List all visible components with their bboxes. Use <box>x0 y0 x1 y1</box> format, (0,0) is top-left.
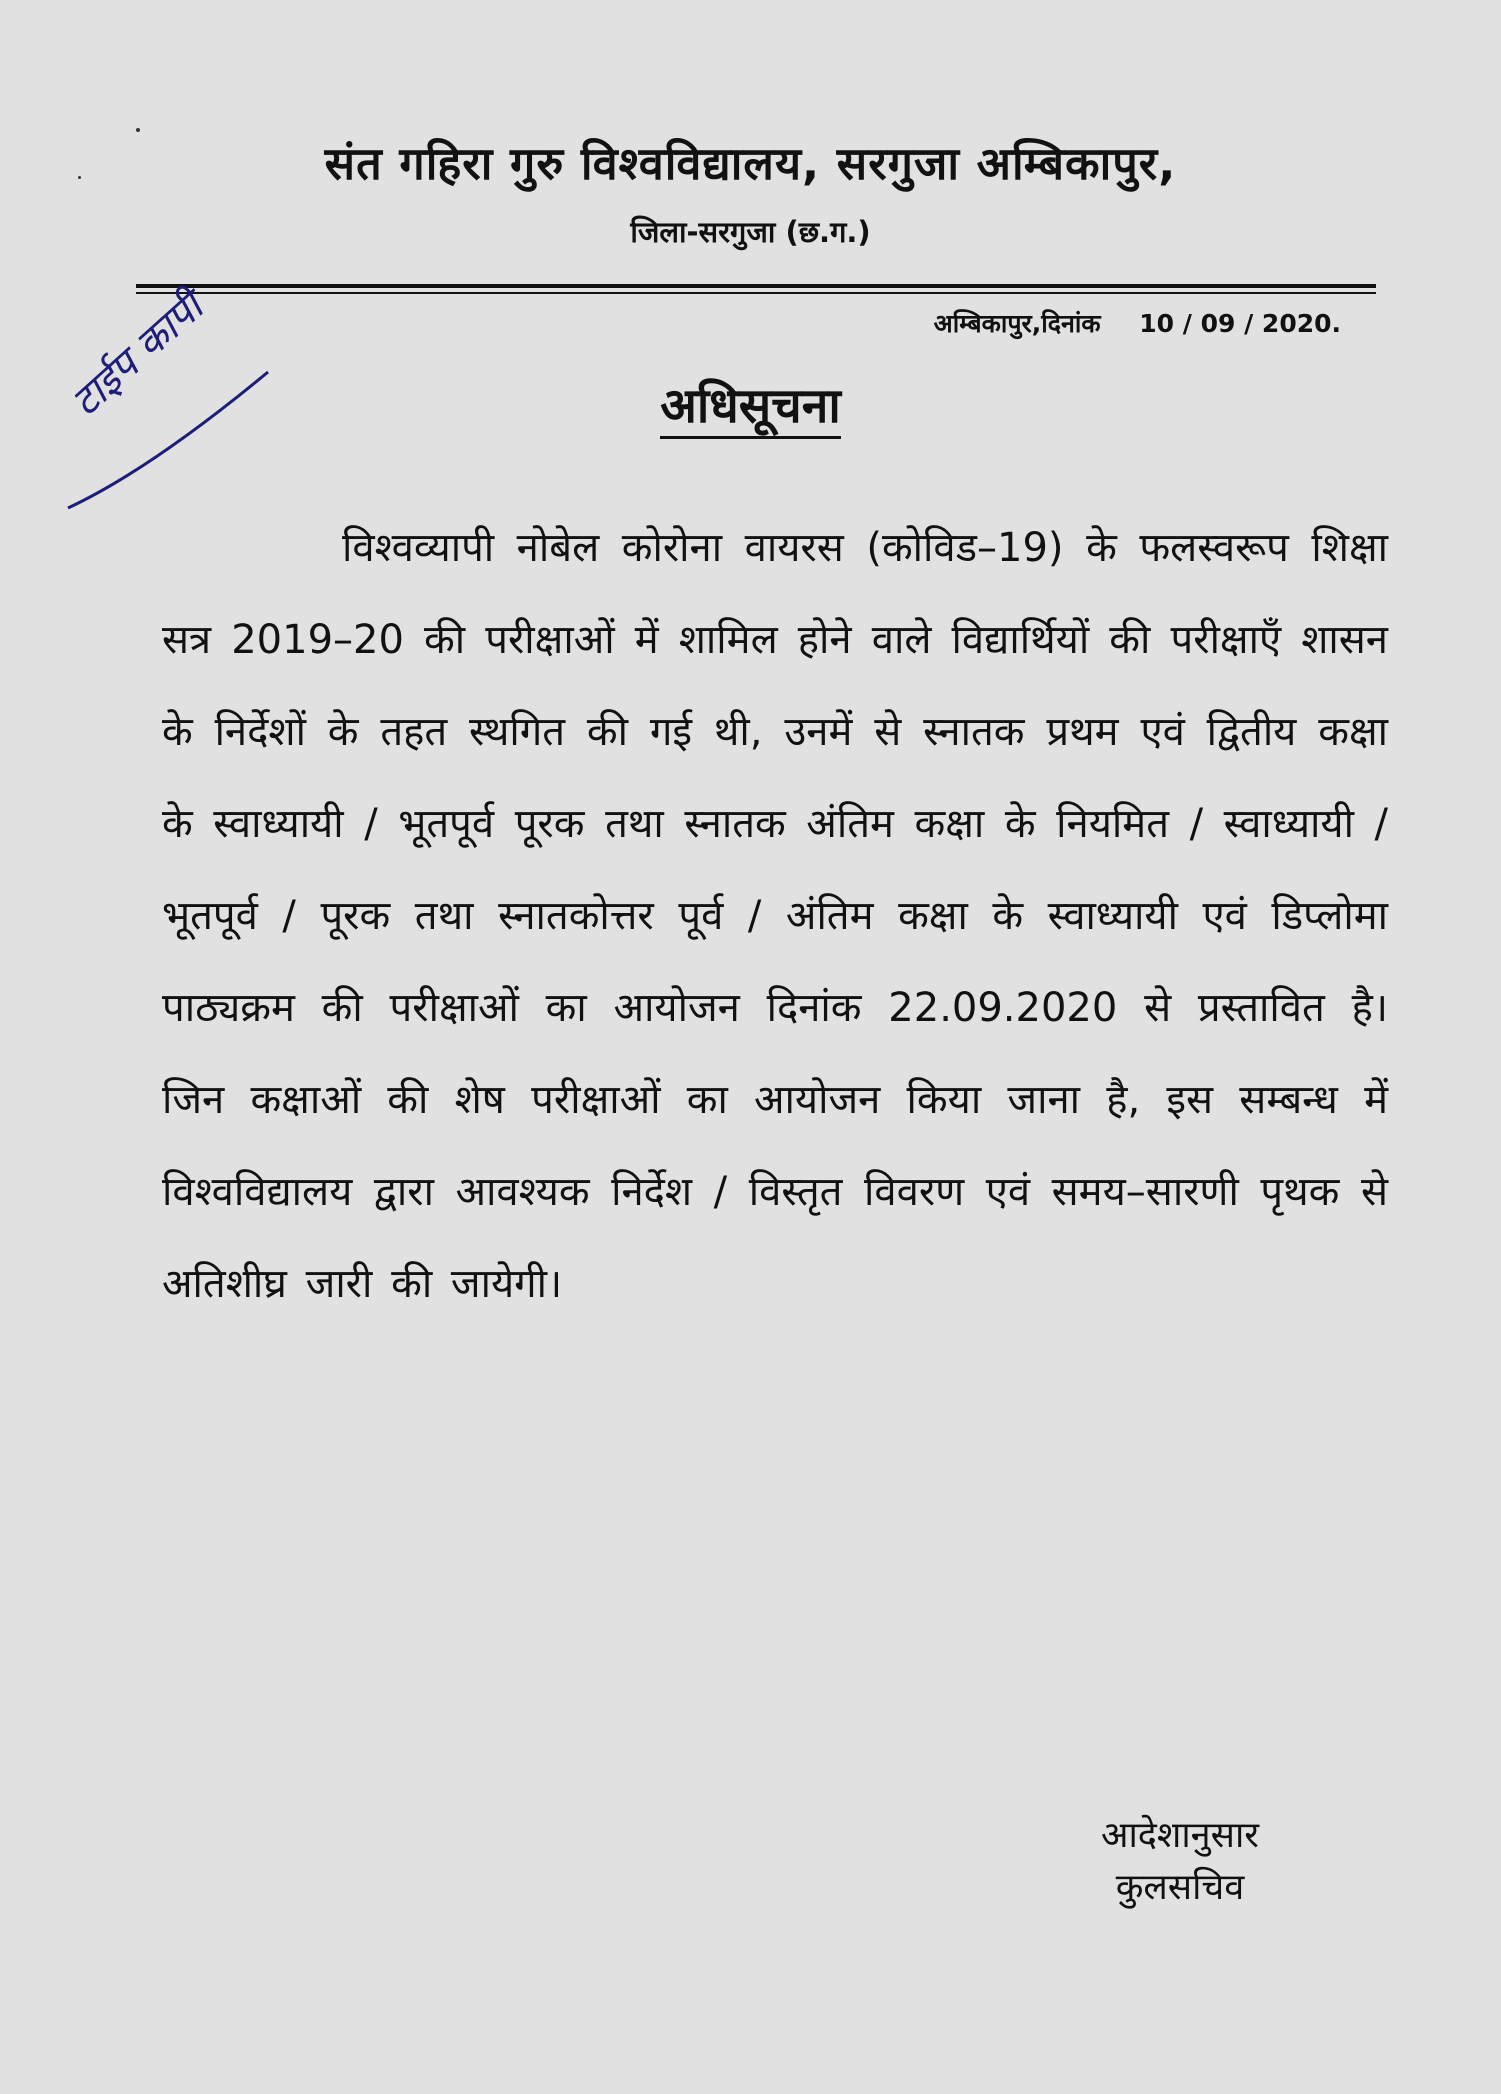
notice-title <box>0 372 1501 437</box>
district-line: जिला-सरगुजा (छ.ग.) <box>630 215 871 249</box>
date-value: 10 / 09 / 2020. <box>1139 309 1341 338</box>
notice-title-text: अधिसूचना <box>660 378 841 439</box>
signature-order-line: आदेशानुसार <box>1100 1815 1260 1856</box>
header-divider-thick <box>136 284 1376 288</box>
university-name: संत गहिरा गुरु विश्वविद्यालय, सरगुजा अम्बिकापुर, <box>324 137 1177 190</box>
signature-block <box>1080 1810 1280 1914</box>
date-line <box>934 306 1341 340</box>
header-divider-thin <box>136 292 1376 294</box>
signature-title: कुलसचिव <box>1115 1867 1245 1908</box>
notice-body: विश्वव्यापी नोबेल कोरोना वायरस (कोविड–19) के फलस्वरूप शिक्षा सत्र 2019–20 की परीक्षाओं में शामिल होने वाले विद्यार्थियों की परीक्षाएँ शासन के निर्देशों के तहत स्थगित की गई थी, उनमें से स्नातक प्रथम एवं द्वितीय कक्षा के स्वाध्यायी / भूतपूर्व पूरक तथा स्नातक अंतिम कक्षा के नियमित / स्वाध्यायी / भूतपूर्व / पूरक तथा स्नातकोत्तर पूर्व / अंतिम कक्षा के स्वाध्यायी एवं डिप्लोमा पाठ्यक्रम की परीक्षाओं का आयोजन दिनांक 22.09.2020 से प्रस्तावित है। जिन कक्षाओं की शेष परीक्षाओं का आयोजन किया जाना है, इस सम्बन्ध में विश्वविद्यालय द्वारा आवश्यक निर्देश / विस्तृत विवरण एवं समय–सारणी पृथक से अतिशीघ्र जारी की जायेगी। <box>162 525 1388 1307</box>
handwritten-note: टाईप कापी <box>62 284 213 426</box>
date-place-label: अम्बिकापुर,दिनांक <box>933 309 1101 338</box>
